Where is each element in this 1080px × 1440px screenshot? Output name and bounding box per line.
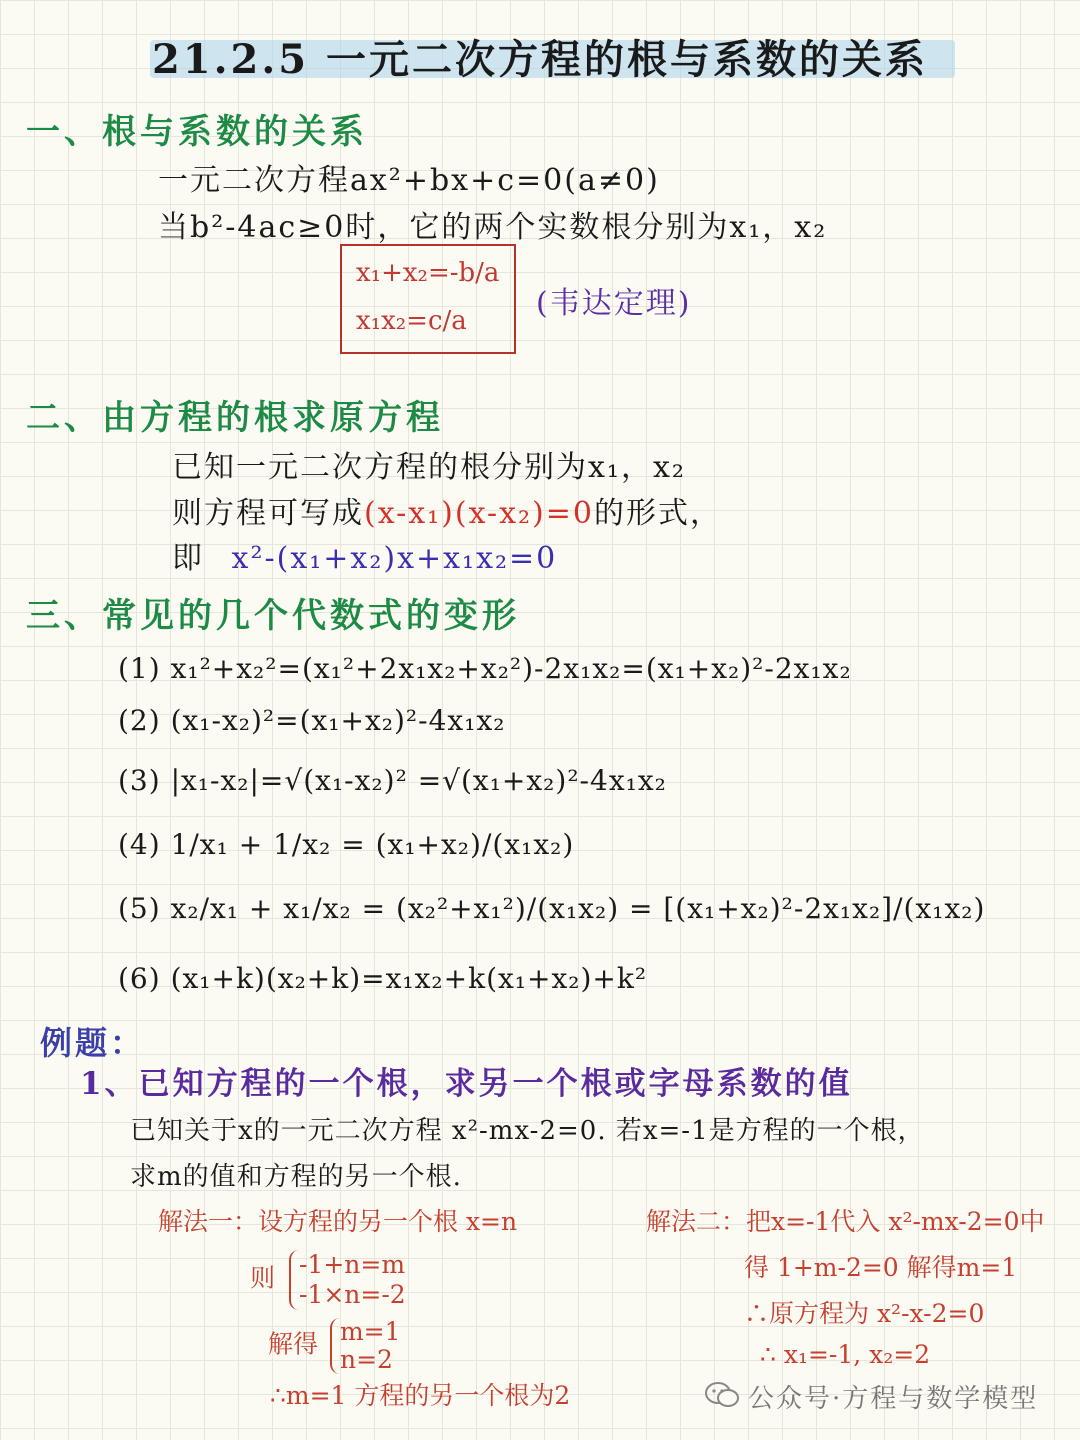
equation-system-brace [289,1250,406,1310]
wechat-icon [704,1380,740,1410]
problem-line2: 求m的值和方程的另一个根. [130,1162,462,1192]
section1-line1: 一元二次方程ax²+bx+c=0(a≠0) [158,163,660,198]
method1-solved-label: 解得 [268,1329,319,1359]
solution-m: m=1 [339,1317,401,1346]
vieta-theorem-label: (韦达定理) [536,286,692,321]
method2-line2: 得 1+m-2=0 解得m=1 [744,1253,1018,1282]
watermark-text: 公众号·方程与数学模型 [748,1384,1039,1414]
examples-heading: 例题： [40,1024,146,1062]
identity-item: (4) 1/x₁ + 1/x₂ = (x₁+x₂)/(x₁x₂) [118,828,575,861]
section3-heading: 三、常见的几个代数式的变形 [26,596,520,636]
section1-heading: 一、根与系数的关系 [26,112,368,152]
page-title: 21.2.5 一元二次方程的根与系数的关系 [151,36,929,83]
identity-item: (1) x₁²+x₂²=(x₁²+2x₁x₂+x₂²)-2x₁x₂=(x₁+x₂)²-2x₁x₂ [118,652,852,685]
method1-system1 [250,1250,406,1310]
method2-line4: ∴ x₁=-1, x₂=2 [760,1340,931,1369]
vieta-formula-box [340,244,516,354]
system-eq-1: -1+n=m [298,1250,406,1279]
identity-item: (6) (x₁+k)(x₂+k)=x₁x₂+k(x₁+x₂)+k² [118,962,648,995]
method2-line1: 解法二：把x=-1代入 x²-mx-2=0中 [646,1207,1045,1236]
system-eq-2: -1×n=-2 [298,1280,406,1309]
problem-line1: 已知关于x的一元二次方程 x²-mx-2=0. 若x=-1是方程的一个根， [130,1116,925,1146]
section1-line2: 当b²-4ac≥0时，它的两个实数根分别为x₁，x₂ [158,210,828,245]
method1-solution [268,1318,401,1374]
vieta-product: x₁x₂=c/a [356,306,467,336]
method1-then-label: 则 [250,1263,276,1293]
root-form-formula: (x-x₁)(x-x₂)=0 [364,496,594,531]
section2-heading: 二、由方程的根求原方程 [26,398,444,438]
section2-line2-suffix: 的形式， [594,496,722,531]
identity-item: (2) (x₁-x₂)²=(x₁+x₂)²-4x₁x₂ [118,704,506,737]
solution-n: n=2 [339,1345,393,1374]
method1-conclusion: ∴m=1 方程的另一个根为2 [270,1381,571,1410]
expanded-formula: x²-(x₁+x₂)x+x₁x₂=0 [231,541,558,576]
examples-subheading: 1、已知方程的一个根，求另一个根或字母系数的值 [80,1066,853,1102]
section2-line3 [172,533,557,577]
section2-line3-prefix: 即 [172,541,204,576]
section2-line2-prefix: 则方程可写成 [172,496,364,531]
method2-line3: ∴原方程为 x²-x-2=0 [744,1299,985,1328]
section2-line2 [172,488,722,532]
solution-brace [330,1318,401,1374]
vieta-sum: x₁+x₂=-b/a [356,258,500,288]
section2-line1: 已知一元二次方程的根分别为x₁，x₂ [172,450,686,485]
method1-line1: 解法一：设方程的另一个根 x=n [158,1207,518,1236]
identity-item: (5) x₂/x₁ + x₁/x₂ = (x₂²+x₁²)/(x₁x₂) = [(x₁+x₂)²-2x₁x₂]/(x₁x₂) [118,892,986,925]
identity-item: (3) |x₁-x₂|=√(x₁-x₂)² =√(x₁+x₂)²-4x₁x₂ [118,764,667,797]
